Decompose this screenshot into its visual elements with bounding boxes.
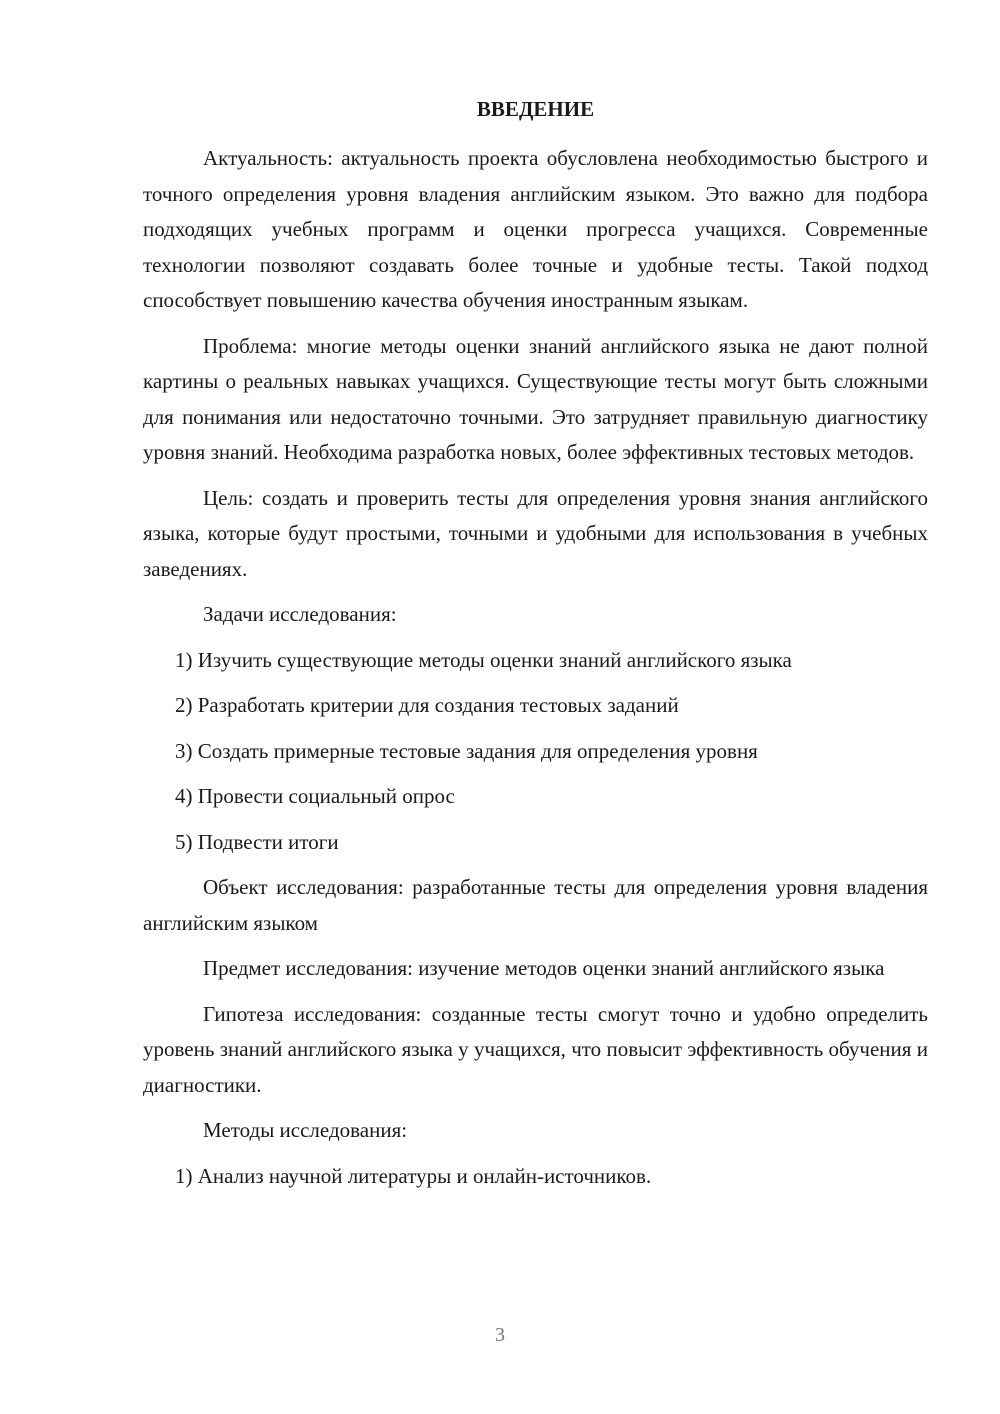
- methods-list: [143, 1159, 928, 1195]
- page-number: 3: [495, 1324, 505, 1346]
- tasks-label: Задачи исследования:: [203, 602, 397, 626]
- methods-label: Методы исследования:: [203, 1118, 408, 1142]
- document-page: [143, 92, 928, 1204]
- task-item: 1) Изучить существующие методы оценки знаний английского языка: [175, 647, 792, 672]
- hypothesis-paragraph: Гипотеза исследования: созданные тесты смогут точно и удобно определить уровень знаний английского языка у учащихся, что повысит эффективность обучения и диагностики.: [143, 1001, 928, 1097]
- problem-paragraph: Проблема: многие методы оценки знаний английского языка не дают полной картины о реальных навыках учащихся. Существующие тесты могут быть сложными для понимания или недостаточно точными. Это затрудняет правильную диагностику уровня знаний. Необходима разработка новых, более эффективных тестовых методов.: [143, 333, 928, 464]
- task-item: 4) Провести социальный опрос: [175, 784, 455, 808]
- goal-paragraph: Цель: создать и проверить тесты для определения уровня знания английского языка, которые будут простыми, точными и удобными для использования в учебных заведениях.: [143, 485, 928, 581]
- subject-paragraph: Предмет исследования: изучение методов оценки знаний английского языка: [203, 956, 885, 980]
- task-item: 3) Создать примерные тестовые задания для определения уровня: [175, 738, 758, 763]
- method-item: 1) Анализ научной литературы и онлайн-источников.: [175, 1163, 652, 1188]
- relevance-paragraph: Актуальность: актуальность проекта обусловлена необходимостью быстрого и точного определения уровня владения английским языком. Это важно для подбора подходящих учебных программ и оценки прогресса учащихся. Современные технологии позволяют создавать более точные и удобные тесты. Такой подход способствует повышению качества обучения иностранным языкам.: [143, 146, 928, 312]
- task-item: 2) Разработать критерии для создания тестовых заданий: [175, 693, 679, 717]
- task-item: 5) Подвести итоги: [175, 829, 339, 854]
- page-title: ВВЕДЕНИЕ: [476, 97, 595, 121]
- object-paragraph: Объект исследования: разработанные тесты для определения уровня владения английским языком: [143, 875, 928, 935]
- tasks-list: [143, 643, 928, 861]
